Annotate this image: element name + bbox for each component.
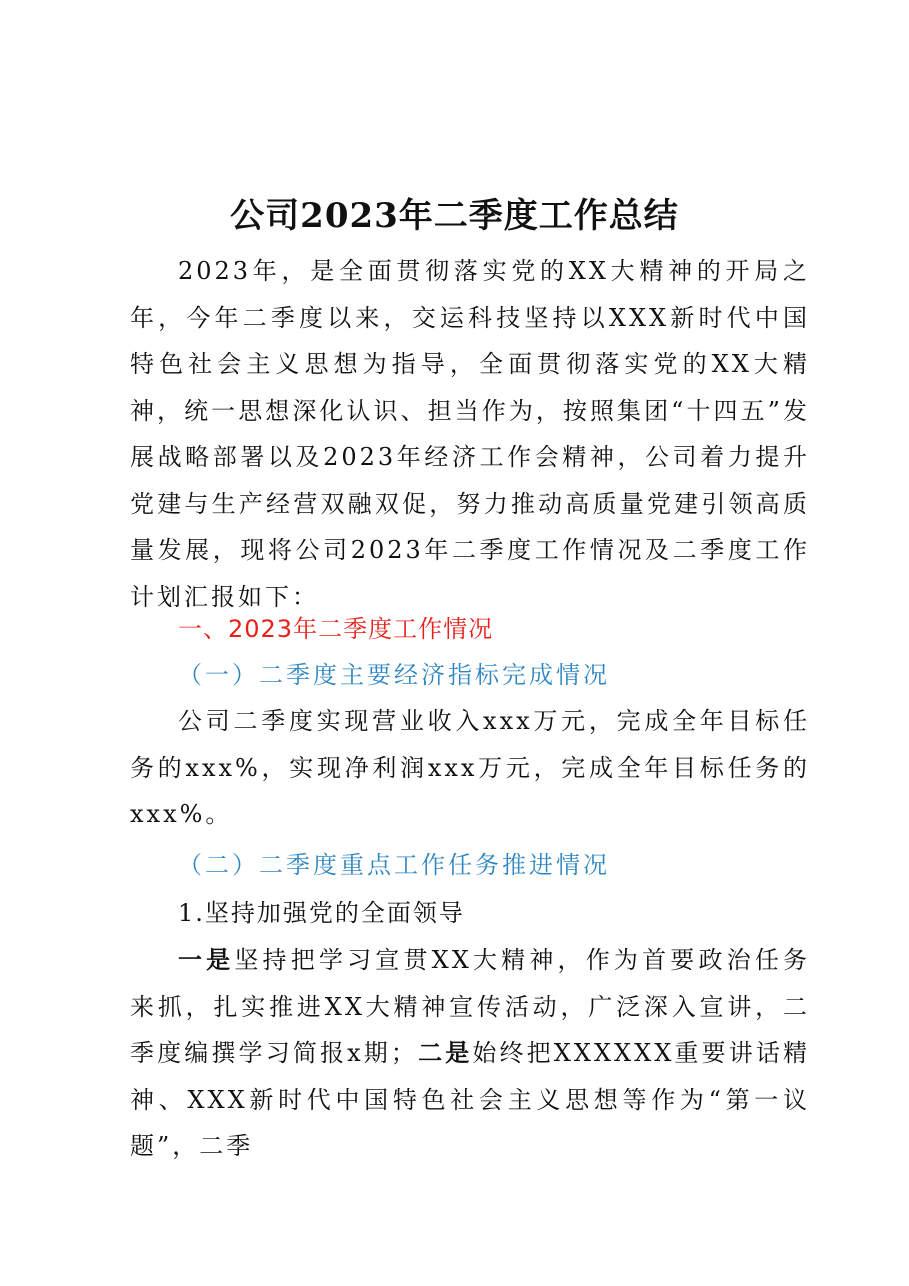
intro-paragraph: 2023年，是全面贯彻落实党的XX大精神的开局之年，今年二季度以来，交运科技坚持以XXX新时代中国特色社会主义思想为指导，全面贯彻落实党的XX大精神，统一思想深化认识、担当作为，按照集团“十四五”发展战略部署以及2023年经济工作会精神，公司着力提升党建与生产经营双融双促，努力推动高质量党建引领高质量发展，现将公司2023年二季度工作情况及二季度工作计划汇报如下： [130, 257, 810, 611]
point-one-text: 坚持把学习宣贯XX大精神，作为首要政治任务来抓，扎实推进XX大精神宣传活动，广泛深入宣讲，二季度编撰学习简报x期； [130, 946, 811, 1067]
point-two-text: 始终把XXXXXX重要讲话精神、XXX新时代中国特色社会主义思想等作为“第一议题”，二季 [130, 1039, 810, 1160]
economic-indicators-paragraph: 公司二季度实现营业收入xxx万元，完成全年目标任务的xxx%，实现净利润xxx万元，完成全年目标任务的xxx%。 [130, 707, 810, 828]
item-heading-1: 1.坚持加强党的全面领导 [178, 899, 465, 927]
subsection-heading-1: （一）二季度主要经济指标完成情况 [178, 661, 610, 689]
point-two-lead: 二是 [417, 1038, 473, 1067]
economic-indicators-block [130, 698, 810, 838]
intro-paragraph-block [130, 248, 810, 620]
subsection-heading-2: （二）二季度重点工作任务推进情况 [178, 851, 610, 879]
point-one-lead: 一是 [178, 945, 235, 974]
item-1-paragraph [130, 937, 810, 1170]
item-1-body-block [130, 937, 810, 1170]
section-heading-1: 一、2023年二季度工作情况 [178, 615, 494, 643]
document-title: 公司2023年二季度工作总结 [230, 196, 679, 236]
